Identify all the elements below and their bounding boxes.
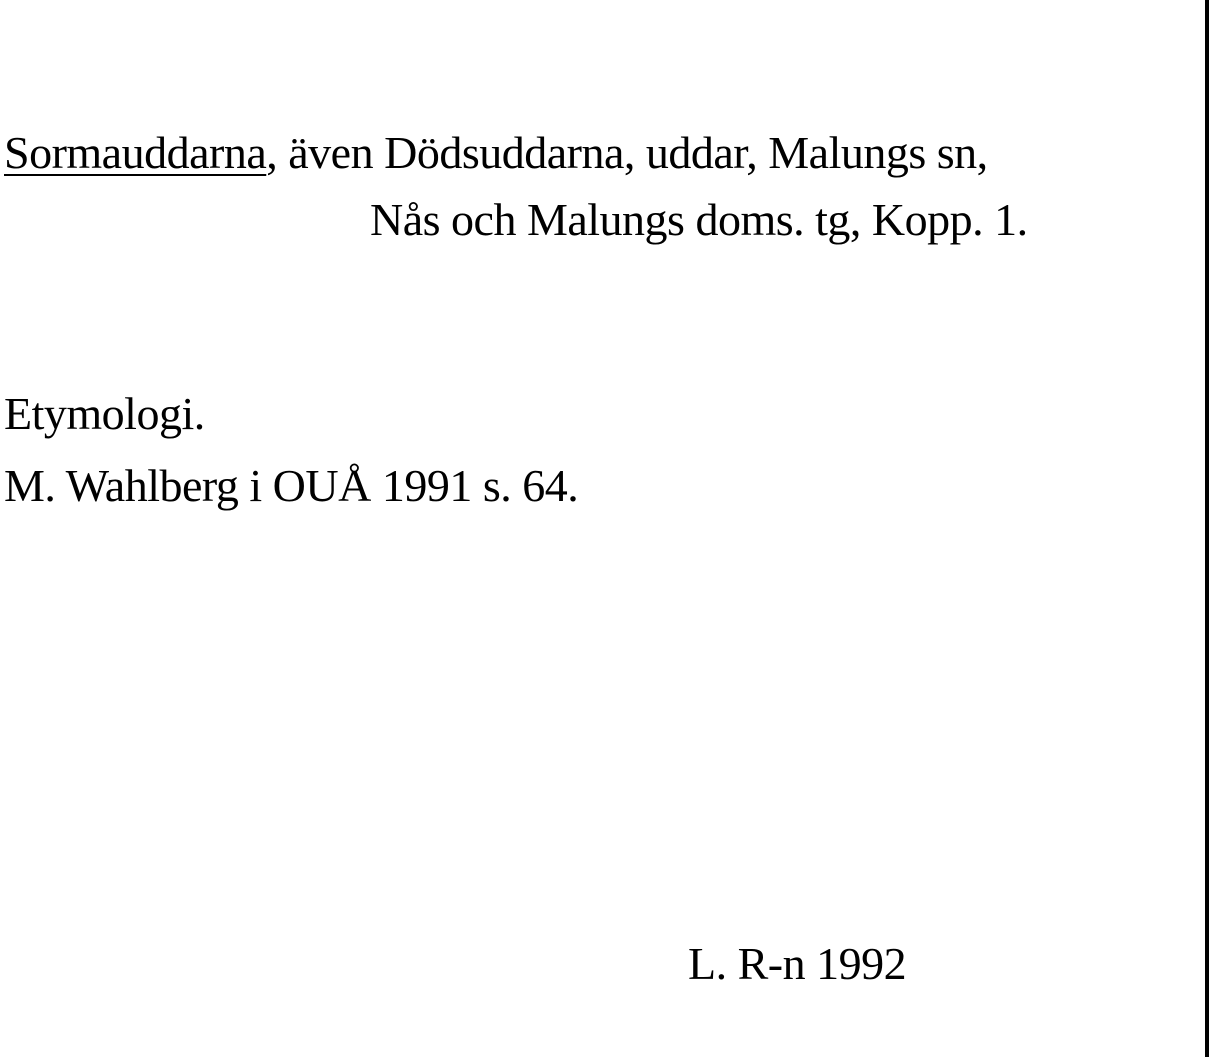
- entry-line-2: Nås och Malungs doms. tg, Kopp. 1.: [370, 194, 1028, 245]
- entry-line-1: [4, 125, 988, 181]
- entry-description: , även Dödsuddarna, uddar, Malungs sn,: [266, 127, 988, 178]
- headword: Sormauddarna: [4, 127, 267, 178]
- etymology-heading: Etymologi.: [4, 388, 205, 439]
- etymology-reference: M. Wahlberg i OUÅ 1991 s. 64.: [4, 460, 579, 511]
- author-signature: L. R-n 1992: [688, 938, 907, 989]
- card-edge-divider: [1205, 0, 1209, 1057]
